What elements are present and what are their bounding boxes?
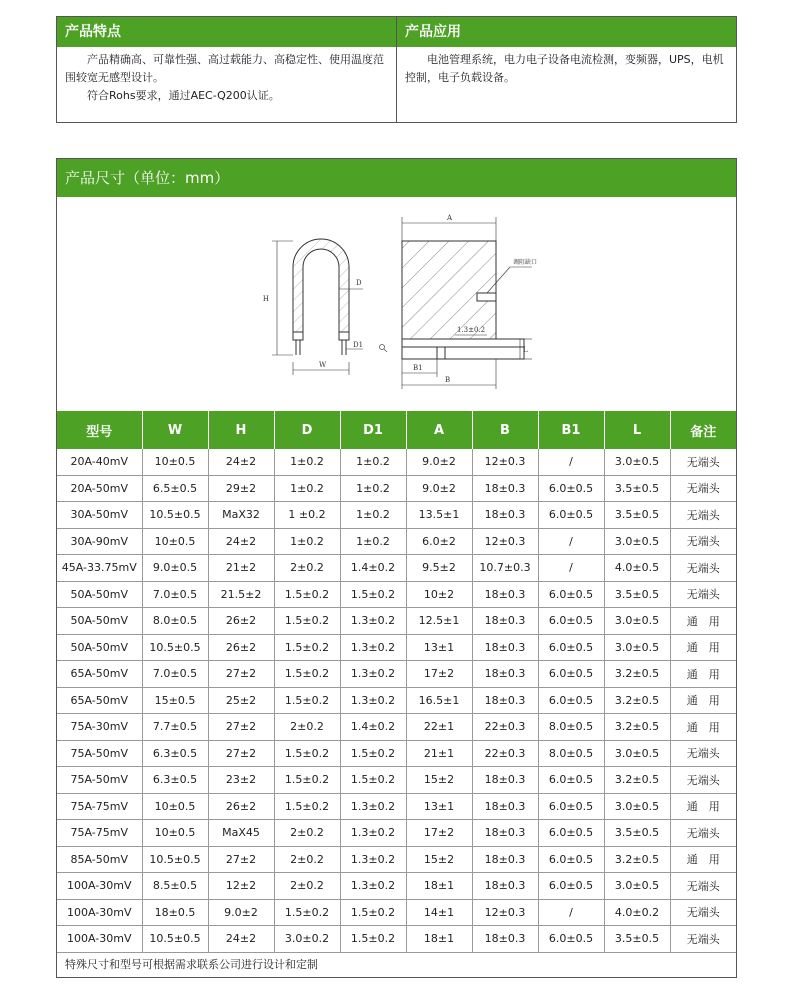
table-cell: 10±0.5 bbox=[142, 820, 208, 847]
table-cell: 通 用 bbox=[670, 846, 736, 873]
label-b1: B1 bbox=[413, 364, 423, 372]
table-cell: 3.0±0.5 bbox=[604, 873, 670, 900]
column-header: 型号 bbox=[57, 411, 142, 449]
table-cell: 8.0±0.5 bbox=[142, 608, 208, 635]
table-cell: 1.5±0.2 bbox=[274, 899, 340, 926]
table-cell: 9.0±2 bbox=[406, 475, 472, 502]
table-cell: 无端头 bbox=[670, 449, 736, 475]
table-header-row bbox=[57, 411, 736, 449]
table-cell: 18±0.3 bbox=[472, 661, 538, 688]
features-section bbox=[57, 17, 397, 122]
table-cell: 2±0.2 bbox=[274, 714, 340, 741]
table-cell: 无端头 bbox=[670, 767, 736, 794]
table-cell: 1±0.2 bbox=[340, 528, 406, 555]
column-header: W bbox=[142, 411, 208, 449]
table-cell: 无端头 bbox=[670, 581, 736, 608]
table-cell: 1±0.2 bbox=[274, 449, 340, 475]
table-row bbox=[57, 608, 736, 635]
table-cell: 75A-75mV bbox=[57, 793, 142, 820]
table-cell: 通 用 bbox=[670, 661, 736, 688]
table-cell: 10±2 bbox=[406, 581, 472, 608]
table-cell: 22±0.3 bbox=[472, 714, 538, 741]
table-cell: 通 用 bbox=[670, 608, 736, 635]
table-cell: 1.3±0.2 bbox=[340, 661, 406, 688]
table-cell: 6.0±0.5 bbox=[538, 634, 604, 661]
table-cell: 9.0±2 bbox=[208, 899, 274, 926]
dimension-drawing bbox=[57, 197, 736, 412]
label-l: L bbox=[523, 346, 528, 354]
table-cell: MaX45 bbox=[208, 820, 274, 847]
table-cell: 10±0.5 bbox=[142, 449, 208, 475]
table-cell: 3.5±0.5 bbox=[604, 926, 670, 953]
table-row bbox=[57, 634, 736, 661]
table-cell: 27±2 bbox=[208, 661, 274, 688]
table-cell: 1.5±0.2 bbox=[274, 608, 340, 635]
table-cell: 14±1 bbox=[406, 899, 472, 926]
table-cell: 6.0±0.5 bbox=[538, 581, 604, 608]
table-cell: 3.0±0.5 bbox=[604, 793, 670, 820]
table-cell: 1.5±0.2 bbox=[274, 634, 340, 661]
column-header: B bbox=[472, 411, 538, 449]
applications-paragraph: 电池管理系统，电力电子设备电流检测，变频器，UPS，电机控制，电子负载设备。 bbox=[405, 53, 724, 84]
table-cell: 20A-50mV bbox=[57, 475, 142, 502]
table-cell: 75A-75mV bbox=[57, 820, 142, 847]
table-row bbox=[57, 661, 736, 688]
table-cell: 1.5±0.2 bbox=[340, 767, 406, 794]
table-cell: 1±0.2 bbox=[274, 528, 340, 555]
table-cell: 6.0±0.5 bbox=[538, 873, 604, 900]
table-cell: 26±2 bbox=[208, 793, 274, 820]
label-gap: 1.3±0.2 bbox=[457, 326, 486, 334]
label-w: W bbox=[319, 361, 327, 369]
table-cell: 10.7±0.3 bbox=[472, 555, 538, 582]
table-cell: 24±2 bbox=[208, 528, 274, 555]
table-cell: 24±2 bbox=[208, 449, 274, 475]
table-row bbox=[57, 581, 736, 608]
features-paragraph: 产品精确高、可靠性强、高过载能力、高稳定性、使用温度范围较宽无感型设计。 bbox=[65, 53, 384, 84]
table-cell: 45A-33.75mV bbox=[57, 555, 142, 582]
table-cell: 15±2 bbox=[406, 846, 472, 873]
table-cell: 7.0±0.5 bbox=[142, 581, 208, 608]
table-cell: / bbox=[538, 449, 604, 475]
table-cell: 12±0.3 bbox=[472, 899, 538, 926]
table-cell: 通 用 bbox=[670, 793, 736, 820]
table-cell: 27±2 bbox=[208, 714, 274, 741]
table-cell: 3.0±0.5 bbox=[604, 449, 670, 475]
table-cell: 无端头 bbox=[670, 820, 736, 847]
table-cell: 18±0.3 bbox=[472, 767, 538, 794]
table-cell: 50A-50mV bbox=[57, 634, 142, 661]
features-paragraph: 符合Rohs要求，通过AEC-Q200认证。 bbox=[87, 89, 280, 102]
table-cell: 2±0.2 bbox=[274, 820, 340, 847]
table-cell: 12±2 bbox=[208, 873, 274, 900]
table-row bbox=[57, 714, 736, 741]
table-cell: 16.5±1 bbox=[406, 687, 472, 714]
table-cell: 3.0±0.5 bbox=[604, 528, 670, 555]
column-header: D1 bbox=[340, 411, 406, 449]
table-cell: 23±2 bbox=[208, 767, 274, 794]
table-cell: 1.4±0.2 bbox=[340, 555, 406, 582]
table-cell: 15±2 bbox=[406, 767, 472, 794]
table-cell: 1.5±0.2 bbox=[340, 899, 406, 926]
table-body bbox=[57, 449, 736, 952]
table-cell: 18±0.3 bbox=[472, 687, 538, 714]
spec-table bbox=[57, 411, 736, 953]
table-cell: 1.5±0.2 bbox=[274, 793, 340, 820]
label-hole: 调阻缺口 bbox=[513, 259, 538, 266]
table-cell: 65A-50mV bbox=[57, 661, 142, 688]
column-header: L bbox=[604, 411, 670, 449]
table-cell: 10±0.5 bbox=[142, 793, 208, 820]
table-cell: 4.0±0.2 bbox=[604, 899, 670, 926]
table-cell: 2±0.2 bbox=[274, 555, 340, 582]
table-cell: 6.0±0.5 bbox=[538, 820, 604, 847]
table-cell: 18±0.3 bbox=[472, 873, 538, 900]
magnifier-icon bbox=[380, 345, 388, 353]
table-cell: 1.5±0.2 bbox=[274, 767, 340, 794]
table-cell: 18±1 bbox=[406, 926, 472, 953]
label-d: D bbox=[356, 279, 362, 287]
dimensions-panel bbox=[56, 158, 737, 978]
features-title: 产品特点 bbox=[57, 17, 396, 47]
table-cell: 18±0.3 bbox=[472, 475, 538, 502]
table-row bbox=[57, 502, 736, 529]
table-cell: 21±2 bbox=[208, 555, 274, 582]
table-cell: 100A-30mV bbox=[57, 873, 142, 900]
table-row bbox=[57, 528, 736, 555]
table-row bbox=[57, 767, 736, 794]
table-cell: 17±2 bbox=[406, 661, 472, 688]
table-cell: 17±2 bbox=[406, 820, 472, 847]
table-cell: / bbox=[538, 528, 604, 555]
table-cell: 75A-50mV bbox=[57, 767, 142, 794]
table-cell: 22±0.3 bbox=[472, 740, 538, 767]
column-header: A bbox=[406, 411, 472, 449]
table-cell: 29±2 bbox=[208, 475, 274, 502]
table-cell: 1.3±0.2 bbox=[340, 820, 406, 847]
table-cell: MaX32 bbox=[208, 502, 274, 529]
table-cell: 10.5±0.5 bbox=[142, 846, 208, 873]
table-cell: 1±0.2 bbox=[340, 449, 406, 475]
table-cell: 3.2±0.5 bbox=[604, 687, 670, 714]
label-b: B bbox=[445, 376, 451, 384]
table-cell: 1.5±0.2 bbox=[340, 926, 406, 953]
table-row bbox=[57, 926, 736, 953]
column-header: D bbox=[274, 411, 340, 449]
table-cell: 9.0±2 bbox=[406, 449, 472, 475]
table-cell: 3.0±0.5 bbox=[604, 608, 670, 635]
table-cell: 6.3±0.5 bbox=[142, 767, 208, 794]
table-cell: 12.5±1 bbox=[406, 608, 472, 635]
table-cell: 22±1 bbox=[406, 714, 472, 741]
table-cell: 无端头 bbox=[670, 873, 736, 900]
table-row bbox=[57, 899, 736, 926]
features-text bbox=[57, 47, 396, 105]
table-cell: 无端头 bbox=[670, 475, 736, 502]
applications-section bbox=[397, 17, 736, 122]
label-h: H bbox=[262, 295, 269, 303]
table-footnote: 特殊尺寸和型号可根据需求联系公司进行设计和定制 bbox=[65, 958, 318, 971]
table-cell: 26±2 bbox=[208, 634, 274, 661]
table-row bbox=[57, 740, 736, 767]
table-cell: 8.5±0.5 bbox=[142, 873, 208, 900]
table-cell: 3.5±0.5 bbox=[604, 502, 670, 529]
table-cell: 无端头 bbox=[670, 899, 736, 926]
table-cell: 3.2±0.5 bbox=[604, 661, 670, 688]
table-cell: 1±0.2 bbox=[340, 502, 406, 529]
table-cell: 18±0.5 bbox=[142, 899, 208, 926]
table-row bbox=[57, 793, 736, 820]
table-cell: 18±0.3 bbox=[472, 926, 538, 953]
table-cell: 18±1 bbox=[406, 873, 472, 900]
table-cell: 1.5±0.2 bbox=[274, 661, 340, 688]
table-cell: 30A-50mV bbox=[57, 502, 142, 529]
table-cell: 1 ±0.2 bbox=[274, 502, 340, 529]
table-cell: 13±1 bbox=[406, 793, 472, 820]
table-cell: 6.0±0.5 bbox=[538, 502, 604, 529]
table-cell: 6.0±0.5 bbox=[538, 926, 604, 953]
table-cell: 6.3±0.5 bbox=[142, 740, 208, 767]
table-row bbox=[57, 846, 736, 873]
table-cell: 1.5±0.2 bbox=[274, 581, 340, 608]
table-cell: 18±0.3 bbox=[472, 502, 538, 529]
table-cell: 18±0.3 bbox=[472, 846, 538, 873]
label-d1: D1 bbox=[353, 341, 364, 349]
table-cell: 6.0±2 bbox=[406, 528, 472, 555]
table-cell: 3.2±0.5 bbox=[604, 846, 670, 873]
table-cell: 无端头 bbox=[670, 555, 736, 582]
table-row bbox=[57, 475, 736, 502]
table-cell: 1±0.2 bbox=[274, 475, 340, 502]
table-cell: 27±2 bbox=[208, 740, 274, 767]
table-cell: 75A-50mV bbox=[57, 740, 142, 767]
table-cell: 15±0.5 bbox=[142, 687, 208, 714]
table-cell: 27±2 bbox=[208, 846, 274, 873]
table-cell: 10±0.5 bbox=[142, 528, 208, 555]
table-row bbox=[57, 820, 736, 847]
table-cell: 18±0.3 bbox=[472, 608, 538, 635]
table-cell: 30A-90mV bbox=[57, 528, 142, 555]
table-cell: 6.0±0.5 bbox=[538, 846, 604, 873]
table-cell: 3.5±0.5 bbox=[604, 820, 670, 847]
table-cell: 18±0.3 bbox=[472, 793, 538, 820]
table-cell: 18±0.3 bbox=[472, 581, 538, 608]
table-cell: 4.0±0.5 bbox=[604, 555, 670, 582]
table-cell: 13±1 bbox=[406, 634, 472, 661]
table-cell: 2±0.2 bbox=[274, 873, 340, 900]
table-cell: 100A-30mV bbox=[57, 899, 142, 926]
table-cell: 10.5±0.5 bbox=[142, 502, 208, 529]
table-cell: 9.0±0.5 bbox=[142, 555, 208, 582]
table-cell: 8.0±0.5 bbox=[538, 714, 604, 741]
overview-panel bbox=[56, 16, 737, 123]
table-cell: 100A-30mV bbox=[57, 926, 142, 953]
table-cell: 13.5±1 bbox=[406, 502, 472, 529]
table-cell: 1.5±0.2 bbox=[274, 740, 340, 767]
column-header: H bbox=[208, 411, 274, 449]
table-cell: 21±1 bbox=[406, 740, 472, 767]
table-cell: 通 用 bbox=[670, 634, 736, 661]
table-cell: 3.5±0.5 bbox=[604, 581, 670, 608]
table-cell: 24±2 bbox=[208, 926, 274, 953]
table-cell: 12±0.3 bbox=[472, 449, 538, 475]
column-header: 备注 bbox=[670, 411, 736, 449]
table-cell: 18±0.3 bbox=[472, 820, 538, 847]
table-cell: 无端头 bbox=[670, 502, 736, 529]
table-cell: 26±2 bbox=[208, 608, 274, 635]
table-cell: 8.0±0.5 bbox=[538, 740, 604, 767]
table-row bbox=[57, 449, 736, 475]
table-cell: 无端头 bbox=[670, 528, 736, 555]
u-shunt-drawing bbox=[272, 239, 363, 375]
table-cell: 通 用 bbox=[670, 687, 736, 714]
applications-title: 产品应用 bbox=[397, 17, 736, 47]
table-cell: 9.5±2 bbox=[406, 555, 472, 582]
table-cell: 1.3±0.2 bbox=[340, 634, 406, 661]
table-cell: 通 用 bbox=[670, 714, 736, 741]
table-cell: 1.3±0.2 bbox=[340, 873, 406, 900]
table-cell: 25±2 bbox=[208, 687, 274, 714]
table-cell: 6.0±0.5 bbox=[538, 608, 604, 635]
table-cell: 1.3±0.2 bbox=[340, 608, 406, 635]
table-cell: 65A-50mV bbox=[57, 687, 142, 714]
table-cell: 无端头 bbox=[670, 926, 736, 953]
table-cell: 50A-50mV bbox=[57, 581, 142, 608]
table-cell: 3.2±0.5 bbox=[604, 767, 670, 794]
table-cell: 无端头 bbox=[670, 740, 736, 767]
table-cell: / bbox=[538, 555, 604, 582]
table-cell: / bbox=[538, 899, 604, 926]
table-cell: 10.5±0.5 bbox=[142, 926, 208, 953]
table-cell: 50A-50mV bbox=[57, 608, 142, 635]
table-cell: 6.0±0.5 bbox=[538, 661, 604, 688]
table-cell: 1.4±0.2 bbox=[340, 714, 406, 741]
applications-text bbox=[397, 47, 736, 87]
table-row bbox=[57, 555, 736, 582]
table-cell: 6.0±0.5 bbox=[538, 475, 604, 502]
table-cell: 10.5±0.5 bbox=[142, 634, 208, 661]
table-cell: 1.3±0.2 bbox=[340, 793, 406, 820]
table-row bbox=[57, 873, 736, 900]
table-cell: 3.5±0.5 bbox=[604, 475, 670, 502]
table-cell: 20A-40mV bbox=[57, 449, 142, 475]
table-cell: 1.3±0.2 bbox=[340, 687, 406, 714]
label-a: A bbox=[447, 214, 453, 222]
table-cell: 1.5±0.2 bbox=[340, 740, 406, 767]
table-cell: 3.0±0.5 bbox=[604, 634, 670, 661]
table-cell: 6.0±0.5 bbox=[538, 687, 604, 714]
table-cell: 12±0.3 bbox=[472, 528, 538, 555]
table-cell: 18±0.3 bbox=[472, 634, 538, 661]
table-cell: 6.0±0.5 bbox=[538, 793, 604, 820]
table-cell: 3.0±0.2 bbox=[274, 926, 340, 953]
table-cell: 75A-30mV bbox=[57, 714, 142, 741]
table-cell: 6.5±0.5 bbox=[142, 475, 208, 502]
table-cell: 1.5±0.2 bbox=[340, 581, 406, 608]
table-cell: 3.0±0.5 bbox=[604, 740, 670, 767]
table-cell: 6.0±0.5 bbox=[538, 767, 604, 794]
table-cell: 1.3±0.2 bbox=[340, 846, 406, 873]
column-header: B1 bbox=[538, 411, 604, 449]
table-cell: 21.5±2 bbox=[208, 581, 274, 608]
table-cell: 3.2±0.5 bbox=[604, 714, 670, 741]
table-cell: 1±0.2 bbox=[340, 475, 406, 502]
table-cell: 7.0±0.5 bbox=[142, 661, 208, 688]
table-cell: 2±0.2 bbox=[274, 846, 340, 873]
table-cell: 85A-50mV bbox=[57, 846, 142, 873]
dimensions-title: 产品尺寸（单位：mm） bbox=[57, 159, 736, 197]
table-cell: 7.7±0.5 bbox=[142, 714, 208, 741]
table-cell: 1.5±0.2 bbox=[274, 687, 340, 714]
table-row bbox=[57, 687, 736, 714]
